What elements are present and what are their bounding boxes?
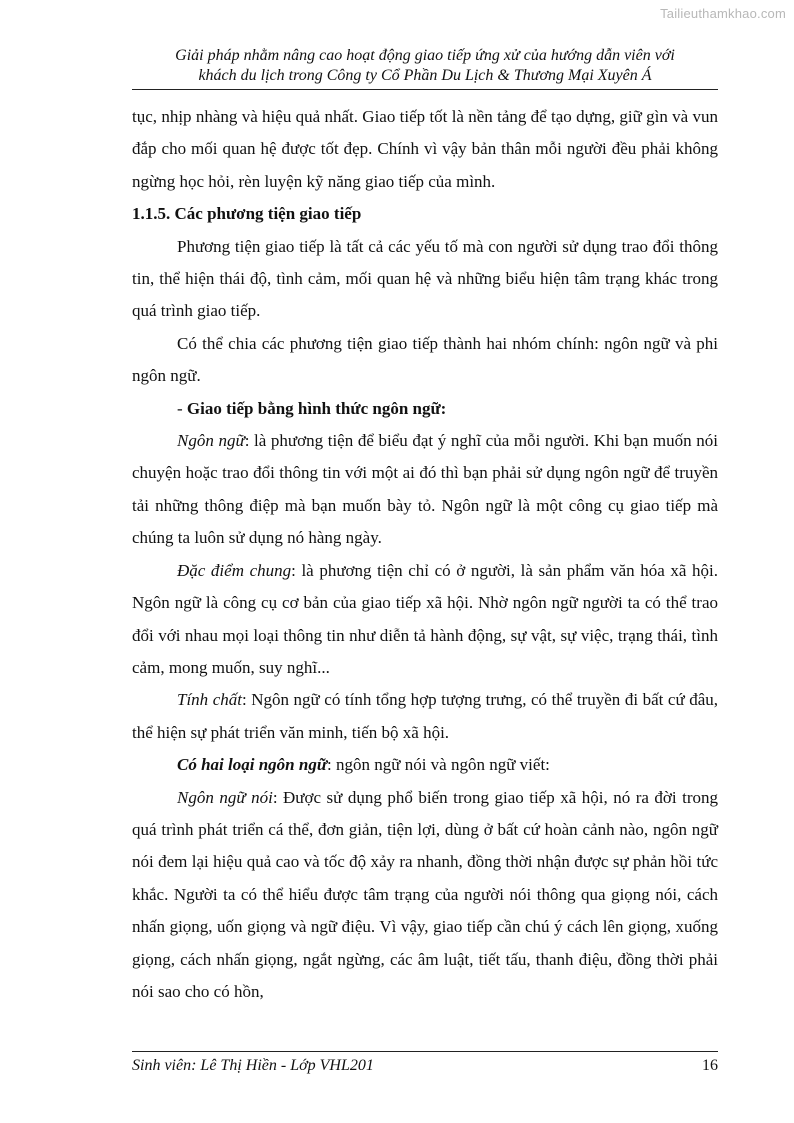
document-body: [132, 101, 718, 1008]
section-heading: 1.1.5. Các phương tiện giao tiếp: [132, 204, 362, 224]
paragraph-two-types: [132, 749, 718, 781]
paragraph-spoken-language: [132, 782, 718, 1009]
footer-student: Sinh viên: Lê Thị Hiền - Lớp VHL201: [132, 1057, 374, 1074]
paragraph-groups: Có thể chia các phương tiện giao tiếp thành hai nhóm chính: ngôn ngữ và phi ngôn ngữ.: [132, 333, 718, 386]
subheading-verbal: [132, 393, 718, 425]
paragraph-properties: [132, 684, 718, 749]
spoken-language-text: : Được sử dụng phổ biến trong giao tiếp xã hội, nó ra đời trong quá trình phát triển cá thể, đơn giản, tiện lợi, dùng ở bất cứ hoàn cảnh nào, ngôn ngữ nói đem lại hiệu quả cao và tốc độ xảy ra nhanh, đồng thời nhận được sự phản hồi tức khắc. Người ta có thể hiểu được tâm trạng của người nói thông qua giọng nói, cách nhấn giọng, uốn giọng và ngữ điệu. Vì vậy, giao tiếp cần chú ý cách lên giọng, xuống giọng, cách nhấn giọng, ngắt ngừng, các âm luật, tiết tấu, thanh điệu, đồng thời phải nói sao cho có hồn,: [132, 787, 718, 1001]
paragraph-language: [132, 425, 718, 555]
header-line-1: Giải pháp nhằm nâng cao hoạt động giao tiếp ứng xử của hướng dẫn viên với: [175, 47, 675, 64]
characteristics-text: : là phương tiện chỉ có ở người, là sản phẩm văn hóa xã hội. Ngôn ngữ là công cụ cơ bản của giao tiếp xã hội. Nhờ ngôn ngữ người ta có thể trao đổi với nhau mọi loại thông tin như diễn tả hành động, sự vật, sự việc, trạng thái, tình cảm, mong muốn, suy nghĩ...: [132, 560, 718, 677]
term-two-types: Có hai loại ngôn ngữ: [177, 755, 328, 775]
subheading-verbal-title: Giao tiếp bằng hình thức ngôn ngữ:: [186, 398, 447, 418]
header-rule: [132, 89, 718, 90]
running-header: [132, 46, 718, 86]
paragraph-continuation: tục, nhịp nhàng và hiệu quả nhất. Giao tiếp tốt là nền tảng để tạo dựng, giữ gìn và vun đắp cho mối quan hệ được tốt đẹp. Chính vì vậy bản thân mỗi người đều phải không ngừng học hỏi, rèn luyện kỹ năng giao tiếp của mình.: [132, 107, 718, 191]
dash-prefix: -: [177, 398, 187, 418]
paragraph-definition: Phương tiện giao tiếp là tất cả các yếu tố mà con người sử dụng trao đổi thông tin, thể hiện thái độ, tình cảm, mối quan hệ và những biểu hiện tâm trạng khác trong quá trình giao tiếp.: [132, 236, 718, 321]
footer-rule: [132, 1051, 718, 1052]
language-text: : là phương tiện để biểu đạt ý nghĩ của mỗi người. Khi bạn muốn nói chuyện hoặc trao đổi thông tin với một ai đó thì bạn phải sử dụng ngôn ngữ để truyền tải những thông điệp mà bạn muốn bày tỏ. Ngôn ngữ là một công cụ giao tiếp mà chúng ta luôn sử dụng nó hàng ngày.: [132, 431, 718, 548]
paragraph-characteristics: [132, 555, 718, 685]
watermark-text: Tailieuthamkhao.com: [660, 6, 786, 21]
two-types-text: : ngôn ngữ nói và ngôn ngữ viết:: [327, 755, 550, 775]
page-number: 16: [702, 1057, 718, 1074]
term-language: Ngôn ngữ: [177, 431, 245, 451]
properties-text: : Ngôn ngữ có tính tổng hợp tượng trưng, có thể truyền đi bất cứ đâu, thể hiện sự phát triển văn minh, tiến bộ xã hội.: [132, 690, 718, 742]
header-line-2: khách du lịch trong Công ty Cổ Phần Du Lịch & Thương Mại Xuyên Á: [198, 67, 652, 84]
term-properties: Tính chất: [177, 690, 242, 710]
term-spoken-language: Ngôn ngữ nói: [177, 787, 273, 807]
term-characteristics: Đặc điểm chung: [177, 560, 292, 580]
